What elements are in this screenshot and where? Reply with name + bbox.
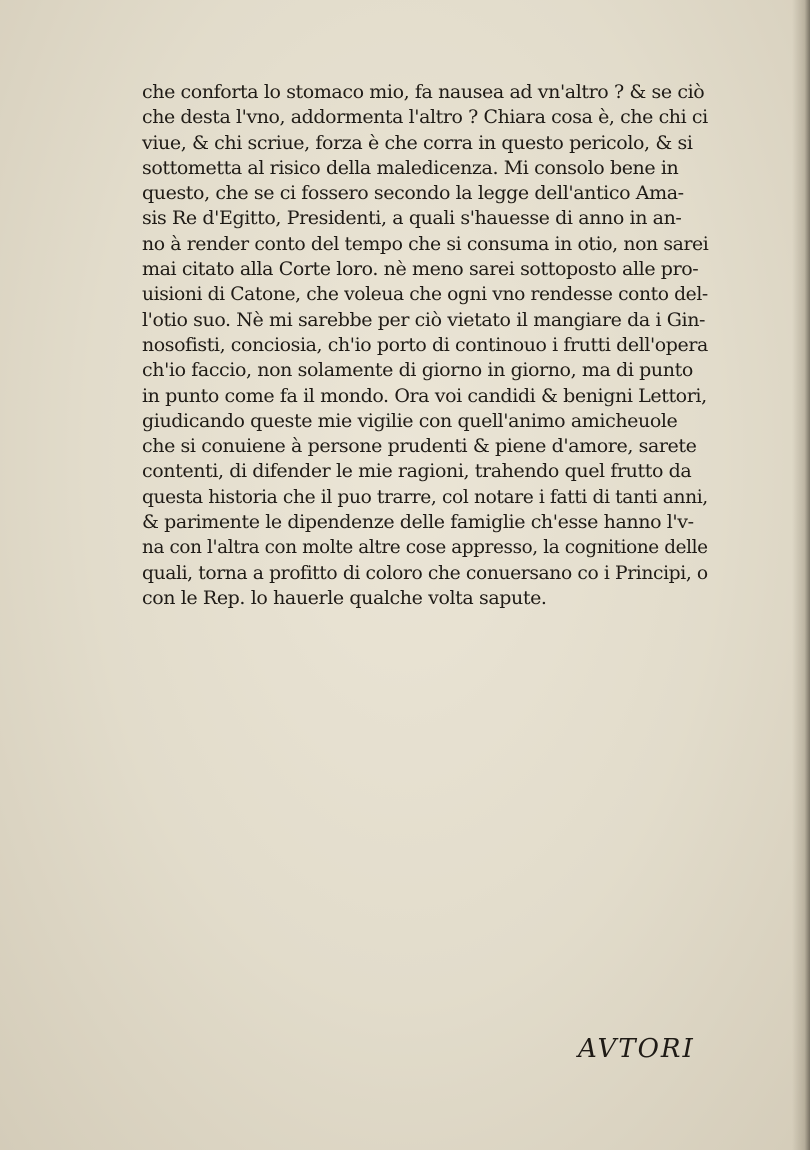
text-line: viue, & chi scriue, forza è che corra in questo pericolo, & si (142, 131, 693, 154)
text-line: nosofisti, conciosia, ch'io porto di continouo i frutti dell'opera (142, 333, 708, 356)
text-line: con le Rep. lo hauerle qualche volta sapute. (142, 586, 547, 609)
text-line: sottometta al risico della maledicenza. Mi consolo bene in (142, 156, 679, 179)
text-line: questo, che se ci fossero secondo la legge dell'antico Ama- (142, 182, 684, 205)
text-line: no à render conto del tempo che si consuma in otio, non sarei (142, 232, 709, 255)
page-edge-shadow (792, 0, 810, 1150)
text-line: che conforta lo stomaco mio, fa nausea ad vn'altro ? & se ciò (142, 81, 705, 103)
text-line: na con l'altra con molte altre cose appresso, la cognitione delle (142, 536, 708, 559)
text-line: sis Re d'Egitto, Presidenti, a quali s'hauesse di anno in an- (142, 207, 682, 230)
text-line: in punto come fa il mondo. Ora voi candidi & benigni Lettori, (142, 384, 707, 407)
text-line: uisioni di Catone, che voleua che ogni vno rendesse conto del- (142, 283, 708, 306)
text-line: giudicando queste mie vigilie con quell'animo amicheuole (142, 409, 678, 432)
text-line: mai citato alla Corte loro. nè meno sarei sottoposto alle pro- (142, 258, 699, 281)
text-line: l'otio suo. Nè mi sarebbe per ciò vietato il mangiare da i Gin- (142, 308, 706, 331)
body-text (142, 80, 708, 611)
text-line: contenti, di difender le mie ragioni, trahendo quel frutto da (142, 460, 692, 483)
text-line: quali, torna a profitto di coloro che conuersano co i Principi, o (142, 561, 708, 584)
text-line: che desta l'vno, addormenta l'altro ? Chiara cosa è, che chi ci (142, 106, 708, 129)
text-line: ch'io faccio, non solamente di giorno in giorno, ma di punto (142, 359, 693, 382)
catchword: AVTORI (578, 1034, 695, 1064)
text-line: & parimente le dipendenze delle famiglie ch'esse hanno l'v- (142, 511, 694, 534)
text-line: che si conuiene à persone prudenti & piene d'amore, sarete (142, 435, 697, 458)
text-line: questa historia che il puo trarre, col notare i fatti di tanti anni, (142, 485, 708, 508)
